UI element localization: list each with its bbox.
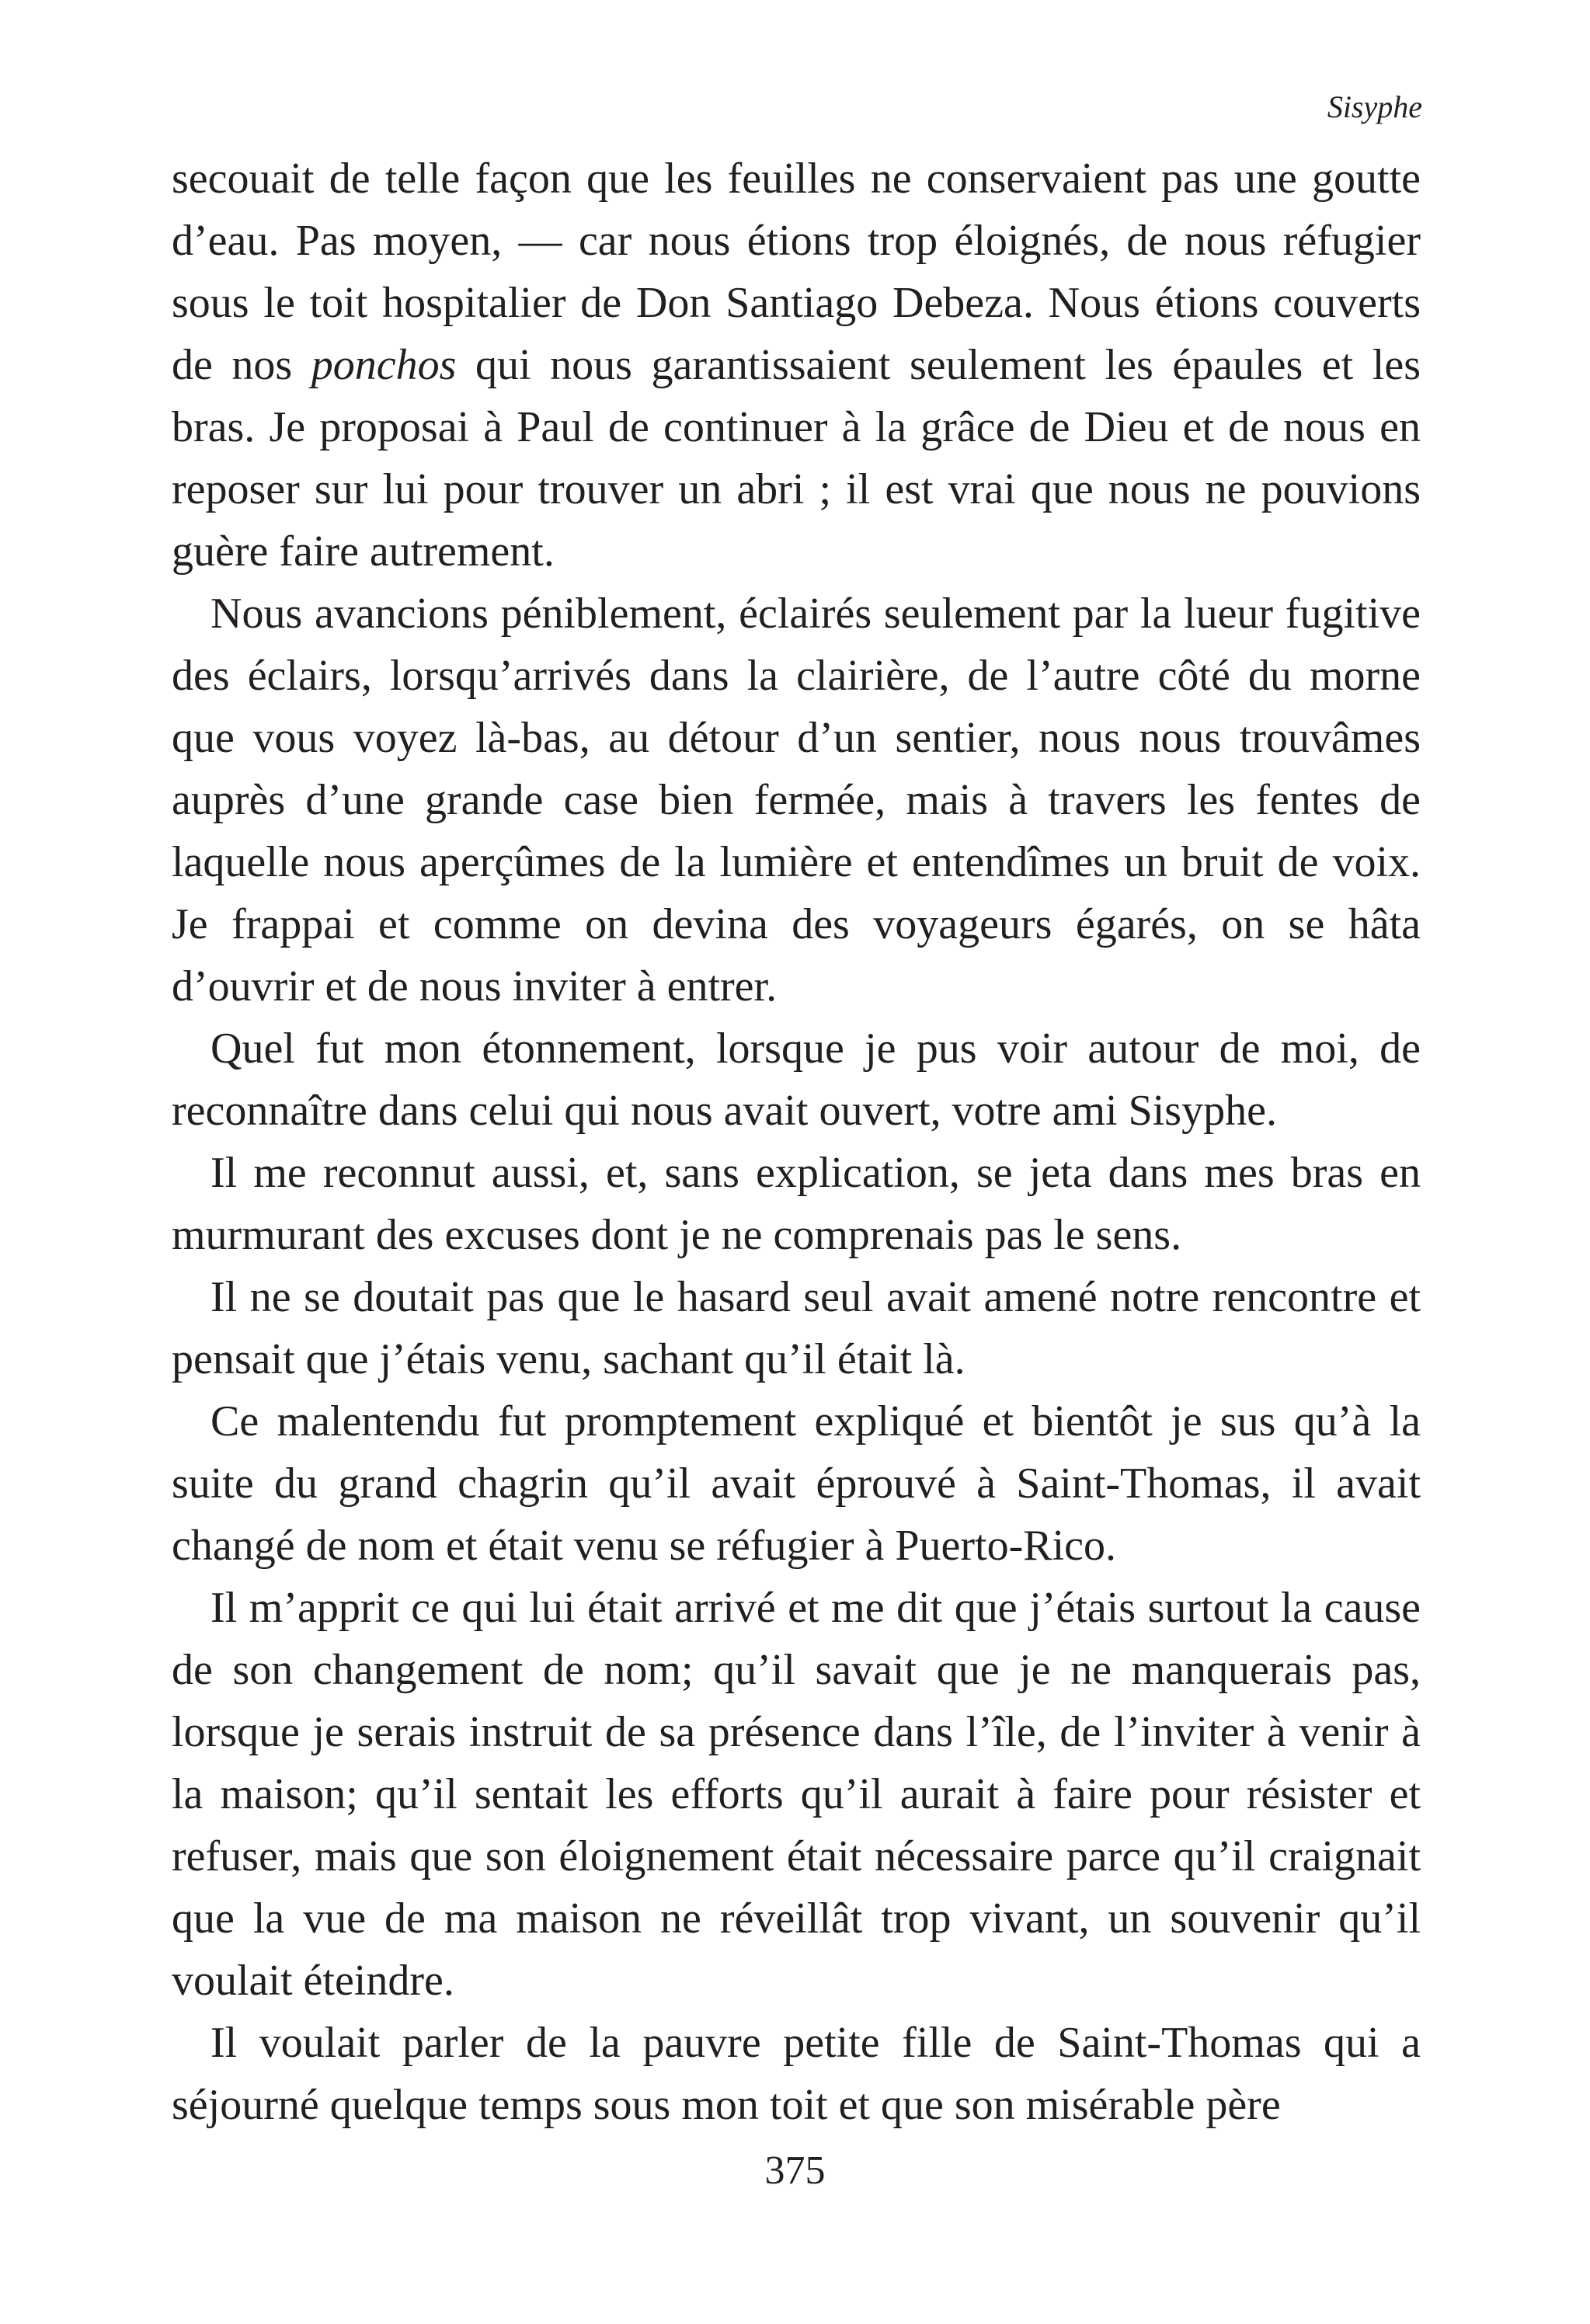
paragraph-1-text-after: qui nous garantissaient seulement les épaules et les bras. Je proposai à Paul de continuer à la grâce de Dieu et de nous en reposer sur lui pour trouver un abri ; il est vrai que nous ne pouvions guère faire autrement. — [172, 341, 1421, 576]
italic-term-ponchos: ponchos — [311, 341, 457, 389]
paragraph-1-text-before: secouait de telle façon que les feuilles ne conservaient pas une goutte d’eau. Pas moyen, — car nous étions trop éloignés, de nous réfugier sous le toit hospitalier de Don Santiago Debeza. Nous étions couverts de nos — [172, 155, 1421, 389]
paragraph-1 — [172, 148, 1421, 583]
paragraph-8: Il voulait parler de la pauvre petite fille de Saint-Thomas qui a séjourné quelque temps sous mon toit et que son misérable père — [172, 2019, 1421, 2129]
body-text — [172, 148, 1421, 2136]
paragraph-5: Il ne se doutait pas que le hasard seul avait amené notre rencontre et pensait que j’étais venu, sachant qu’il était là. — [172, 1273, 1421, 1383]
page-number: 375 — [764, 2148, 826, 2193]
paragraph-7: Il m’apprit ce qui lui était arrivé et me dit que j’étais surtout la cause de son changement de nom; qu’il savait que je ne manquerais pas, lorsque je serais instruit de sa présence dans l’île, de l’inviter à venir à la maison; qu’il sentait les efforts qu’il aurait à faire pour résister et refuser, mais que son éloignement était nécessaire parce qu’il craignait que la vue de ma maison ne réveillât trop vivant, un souvenir qu’il voulait éteindre. — [172, 1584, 1421, 2005]
paragraph-6: Ce malentendu fut promptement expliqué et bientôt je sus qu’à la suite du grand chagrin qu’il avait éprouvé à Saint-Thomas, il avait changé de nom et était venu se réfugier à Puerto-Rico. — [172, 1397, 1421, 1570]
paragraph-4: Il me reconnut aussi, et, sans explication, se jeta dans mes bras en murmurant des excuses dont je ne comprenais pas le sens. — [172, 1149, 1421, 1259]
paragraph-2: Nous avancions péniblement, éclairés seulement par la lueur fugitive des éclairs, lorsqu’arrivés dans la clairière, de l’autre côté du morne que vous voyez là-bas, au détour d’un sentier, nous nous trouvâmes auprès d’une grande case bien fermée, mais à travers les fentes de laquelle nous aperçûmes de la lumière et entendîmes un bruit de voix. Je frappai et comme on devina des voyageurs égarés, on se hâta d’ouvrir et de nous inviter à entrer. — [172, 590, 1421, 1011]
running-head: Sisyphe — [1327, 89, 1422, 124]
paragraph-3: Quel fut mon étonnement, lorsque je pus voir autour de moi, de reconnaître dans celui qui nous avait ouvert, votre ami Sisyphe. — [172, 1025, 1421, 1135]
